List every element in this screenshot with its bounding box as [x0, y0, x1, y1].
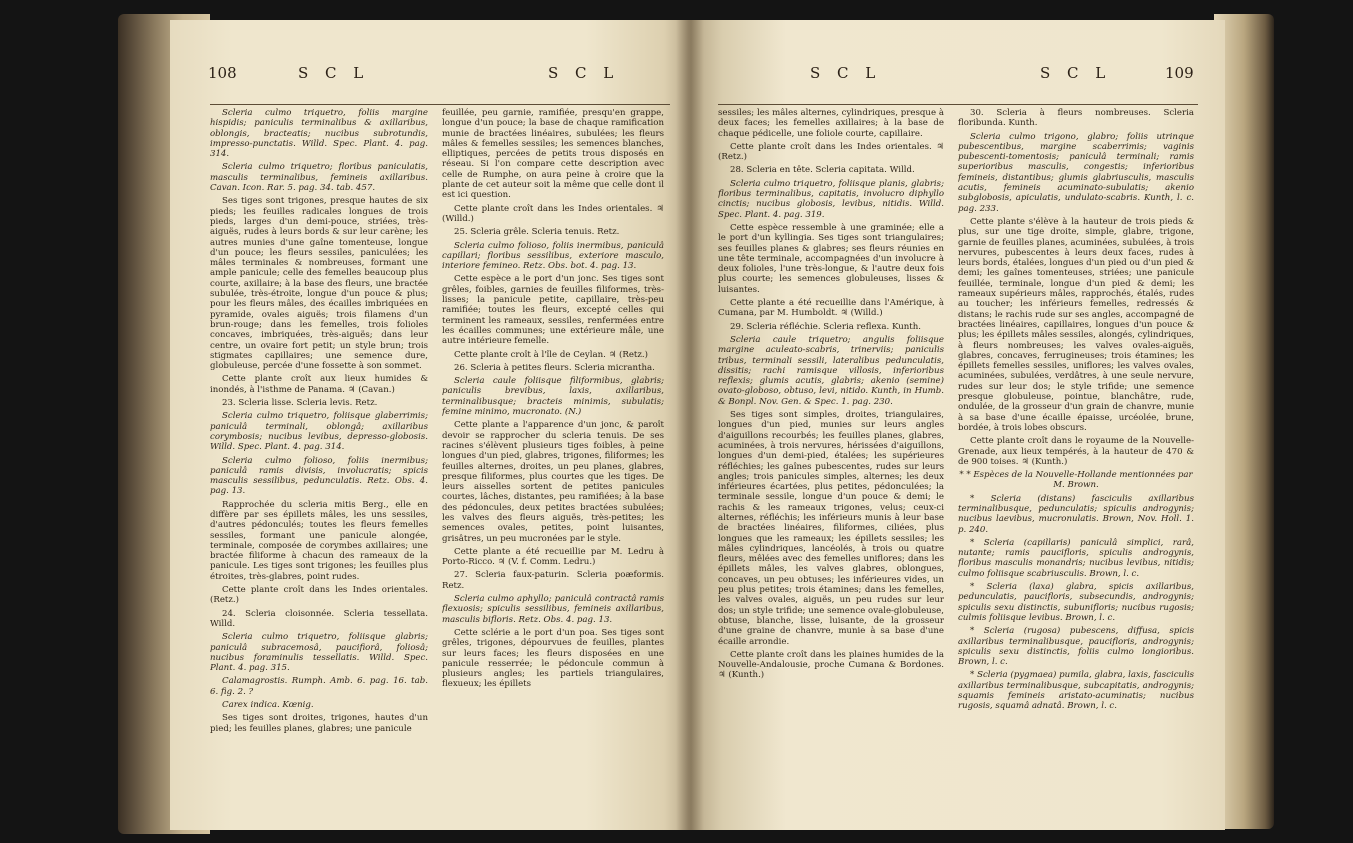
text-paragraph: Ses tiges sont droites, trigones, hautes d'un pied; les feuilles planes, glabres; une panicule [210, 713, 428, 734]
text-paragraph: Scleria culmo folioso, foliis inermibus, paniculâ capillari; floribus sessilibus, exteriore masculo, interiore femineo. Retz. Obs. bot. 4. pag. 13. [442, 240, 664, 272]
text-paragraph: Scleria culmo triquetro, foliisque glaberrimis; paniculâ terminali, oblongâ; axillaribus corymbosis; nucibus levibus, depresso-globosis. Willd. Spec. Plant. 4. pag. 314. [210, 411, 428, 453]
text-paragraph: Cette plante s'élève à la hauteur de trois pieds & plus, sur une tige droite, simple, glabre, trigone, garnie de feuilles planes, acuminées, subulées, à trois nervures, pubescentes à leurs deux faces, rudes à leurs bords, étalées, longues d'un pied ou d'un pied & demi; les gaînes tomenteuses, striées; une panicule feuillée, terminale, longue d'un pied & demi; les rameaux supérieurs mâles, rapprochés, étalés, rudes au toucher; les inférieurs femelles, redressés & distans; le rachis rude sur ses angles, accompagné de bractées linéaires, capillaires, longues d'un pouce & plus; les épillets mâles sessiles, alongés, cylindriques, à fleurs nombreuses; les valves ovales-aiguës, glabres, concaves, ferrugineuses; trois étamines; les épillets femelles sessiles, uniflores; les valves ovales, acuminées, subulées, verdâtres, à une seule nervure, rudes sur leur dos; le style trifide; une semence presque globuleuse, pointue, blanchâtre, rude, ondulée, de la grosseur d'un grain de chanvre, munie à sa base d'une écaille épaisse, urcéolée, brune, bordée, à trois lobes obscurs. [958, 216, 1194, 433]
text-paragraph: Cette plante a l'apparence d'un jonc, & paroît devoir se rapprocher du scleria tenuis. De ses racines s'élèvent plusieurs tiges foibles, à peine longues d'un pied, glabres, trigones, filiformes; les feuilles alternes, droites, un peu planes, glabres, presque filiformes, plus courtes que les tiges. De leurs aisselles sortent de petites panicules courtes, lâches, distantes, peu ramifiées; à la base des pédoncules, deux petites bractées subulées; les valves des fleurs aiguës, très-petites; les semences ovales, petites, point luisantes, grisâtres, un peu mucronées par le style. [442, 420, 664, 544]
right-page-column-2 [958, 108, 1194, 823]
running-head-left-1: S C L [298, 64, 370, 82]
text-paragraph: Scleria culmo triquetro, foliis margine hispidis; paniculis terminalibus & axillaribus, oblongis, bracteatis; nucibus subrotundis, impresso-punctatis. Willd. Spec. Plant. 4. pag. 314. [210, 108, 428, 160]
page-number-left: 108 [208, 64, 237, 82]
text-paragraph: * Scleria (pygmaea) pumila, glabra, laxis, fasciculis axillaribus terminalibusque, subcapitatis, androgynis; squamis femineis aristato-acuminatis; nucibus rugosis, squamâ adnatâ. Brown, l. c. [958, 670, 1194, 712]
text-paragraph: Scleria culmo triquetro, foliisque planis, glabris; floribus terminalibus, capitatis, involucro diphyllo cinctis; nucibus globosis, levibus, nitidis. Willd. Spec. Plant. 4. pag. 319. [718, 178, 944, 220]
left-page [170, 20, 690, 830]
left-page-column-2 [442, 108, 664, 823]
text-paragraph: Ses tiges sont trigones, presque hautes de six pieds; les feuilles radicales longues de trois pieds, larges d'un demi-pouce, striées, très-aiguës, rudes à leurs bords & sur leur carène; les autres munies d'une gaîne tomenteuse, longue d'un pouce; les fleurs sessiles, paniculées; les mâles terminales & nombreuses, formant une ample panicule; celle des femelles beaucoup plus courte, axillaire; à la base des fleurs, une bractée subulée, très-étroite, longue d'un pouce & plus; pour les fleurs mâles, des écailles imbriquées en pyramide, ovales aiguës; trois filamens d'un brun-rouge; dans les femelles, trois folioles concaves, imbriquées, très-aiguës; dans leur centre, un ovaire fort petit; un style brun; trois stigmates capillaires; une semence dure, globuleuse, percée d'une fossette à son sommet. [210, 196, 428, 372]
text-paragraph: Carex indica. Kœnig. [222, 700, 314, 711]
text-paragraph: 25. Scleria grêle. Scleria tenuis. Retz. [454, 227, 620, 238]
text-paragraph: 29. Scleria réfléchie. Scleria reflexa. Kunth. [730, 321, 922, 332]
text-paragraph: Rapprochée du scleria mitis Berg., elle en diffère par ses épillets mâles, les uns sessiles, d'autres pédonculés; toutes les fleurs femelles sessiles, formant une panicule alongée, terminale, composée de corymbes axillaires; une bractée filiforme à chacun des rameaux de la panicule. Les tiges sont trigones; les feuilles plus étroites, très-glabres, point rudes. [210, 499, 428, 582]
running-head-right-2: S C L [1040, 64, 1112, 82]
header-rule-left [210, 104, 670, 105]
text-paragraph: Scleria culmo triquetro; floribus paniculatis, masculis terminalibus, femineis axillaribus. Cavan. Icon. Rar. 5. pag. 34. tab. 457. [210, 162, 428, 194]
text-paragraph: Cette plante a été recueillie par M. Ledru à Porto-Ricco. ♃ (V. f. Comm. Ledru.) [442, 546, 664, 568]
text-paragraph: Cette plante croît aux lieux humides & inondés, à l'isthme de Panama. ♃ (Cavan.) [210, 374, 428, 395]
text-paragraph: sessiles; les mâles alternes, cylindriques, presque à deux faces; les femelles axillaires; à la base de chaque pédicelle, une foliole courte, capillaire. [718, 108, 944, 139]
page-number-right: 109 [1165, 64, 1194, 82]
text-paragraph: Scleria culmo triquetro, foliisque glabris; paniculâ subracemosâ, paucifiorâ, foliosâ; nucibus foraminulis tessellatis. Willd. Spec. Plant. 4. pag. 315. [210, 632, 428, 674]
text-paragraph: Cette plante a été recueillie dans l'Amérique, à Cumana, par M. Humboldt. ♃ (Willd.) [718, 298, 944, 319]
text-paragraph: Calamagrostis. Rumph. Amb. 6. pag. 16. tab. 6. fig. 2. ? [210, 676, 428, 697]
text-paragraph: feuillée, peu garnie, ramifiée, presqu'en grappe, longue d'un pouce; la base de chaque ramification munie de bractées linéaires, subulées; les fleurs mâles & femelles sessiles; les semences blanches, elliptiques, percées de petits trous disposés en réseau. Si l'on compare cette description avec celle de Rumphe, on aura peine à croire que la plante de cet auteur soit la même que celle dont il est ici question. [442, 108, 664, 201]
text-paragraph: * Scleria (capillaris) paniculâ simplici, rarâ, nutante; ramis paucifloris, spiculis androgynis, floribus masculis monandris; nucibus levibus, nitidis; culmo foliisque scabriusculis. Brown, l. c. [958, 537, 1194, 579]
text-paragraph: 27. Scleria faux-paturin. Scleria poæformis. Retz. [442, 570, 664, 591]
text-paragraph: 28. Scleria en tête. Scleria capitata. Willd. [730, 165, 915, 176]
text-paragraph: Cette plante croît dans les Indes orientales. ♃ (Willd.) [442, 203, 664, 224]
text-paragraph: 23. Scleria lisse. Scleria levis. Retz. [222, 398, 378, 409]
running-head-left-2: S C L [548, 64, 620, 82]
text-paragraph: Cette plante croît à l'île de Ceylan. ♃ (Retz.) [454, 349, 648, 360]
text-paragraph: Scleria culmo trigono, glabro; foliis utrinque pubescentibus, margine scaberrimis; vaginis pubescenti-tomentosis; paniculâ terminali; ramis superioribus masculis, congestis; inferioribus femineis, distantibus; glumis glabriusculis, masculis acutis, femineis acuminato-subulatis; akenio subglobosis, apiculatis, undulato-scabris. Kunth, l. c. pag. 233. [958, 131, 1194, 214]
text-paragraph: Cette plante croît dans le royaume de la Nouvelle-Grenade, aux lieux tempérés, à la hauteur de 470 & de 900 toises. ♃ (Kunth.) [958, 436, 1194, 467]
text-paragraph: 30. Scleria à fleurs nombreuses. Scleria floribunda. Kunth. [958, 108, 1194, 129]
left-page-column-1 [210, 108, 428, 823]
right-page-column-1 [718, 108, 944, 823]
text-paragraph: Scleria caule foliisque filiformibus, glabris; paniculis brevibus, laxis, axillaribus, terminalibusque; bracteis minimis, subulatis; femine minimo, mucronato. (N.) [442, 376, 664, 418]
text-paragraph: Cette sclérie a le port d'un poa. Ses tiges sont grêles, trigones, dépourvues de feuilles, plantes sur leurs faces; les fleurs disposées en une panicule resserrée; le pédoncule commun à plusieurs angles; les partiels triangulaires, flexueux; les épillets [442, 627, 664, 690]
text-paragraph: * Scleria (distans) fasciculis axillaribus terminalibusque, pedunculatis; spiculis androgynis; nucibus laevibus, mucronulatis. Brown, Nov. Holl. 1. p. 240. [958, 493, 1194, 535]
text-paragraph: Cette plante croît dans les plaines humides de la Nouvelle-Andalousie, proche Cumana & Bordones. ♃ (Kunth.) [718, 649, 944, 681]
header-rule-right [718, 104, 1198, 105]
text-paragraph: Cette plante croît dans les Indes orientales. (Retz.) [210, 585, 428, 606]
text-paragraph: 24. Scleria cloisonnée. Scleria tessellata. Willd. [210, 608, 428, 629]
text-paragraph: Scleria caule triquetro; angulis foliisque margine aculeato-scabris, trinerviis; paniculis tribus, terminali sessili, lateralibus pedunculatis, dissitis; rachi ramisque villosis, inferioribus reflexis; glumis acutis, glabris; akenio (semine) ovato-globoso, obtuso, levi, nitido. Kunth, in Humb. & Bonpl. Nov. Gen. & Spec. 1. pag. 230. [718, 334, 944, 407]
text-paragraph: * Scleria (laxa) glabra, spicis axillaribus, pedunculatis, paucifloris, subsecundis, androgynis; spiculis sexu distinctis, subunifloris; nucibus rugosis; culmis foliisque levibus. Brown, l. c. [958, 582, 1194, 623]
text-paragraph: * Scleria (rugosa) pubescens, diffusa, spicis axillaribus terminalibusque, paucifloris, androgynis; spiculis sexu distinctis, foliis culmo longioribus. Brown, l. c. [958, 626, 1194, 668]
text-paragraph: Cette plante croît dans les Indes orientales. ♃ (Retz.) [718, 141, 944, 163]
text-paragraph: Ses tiges sont simples, droites, triangulaires, longues d'un pied, munies sur leurs angles d'aiguillons recourbés; les feuilles planes, glabres, acuminées, à trois nervures, hérissées d'aiguillons, longues d'un demi-pied, étalées; les supérieures réfléchies; les gaînes pubescentes, rudes sur leurs angles; trois panicules simples, alternes; les deux inférieures écartées, plus petites, pédonculées; la terminale sessile, longue d'un pouce & demi; le rachis & les rameaux trigones, velus; ceux-ci alternes, réfléchis; les inférieurs munis à leur base de bractées linéaires, filiformes, ciliées, plus longues que les rameaux; les épillets sessiles; les mâles cylindriques, lancéolés, à trois ou quatre fleurs, mêlées avec des femelles uniflores; dans les épillets mâles, les valves glabres, oblongues, concaves, un peu obtuses; les inférieures vides, un peu plus petites; trois étamines; dans les femelles, les valves ovales, aiguës, un peu rudes sur leur dos; un style trifide; une semence ovale-globuleuse, obtuse, blanche, lisse, luisante, de la grosseur d'une graine de chanvre, munie à sa base d'une écaille arrondie. [718, 410, 944, 647]
text-paragraph: Cette espèce a le port d'un jonc. Ses tiges sont grêles, foibles, garnies de feuilles filiformes, très-lisses; la panicule petite, capillaire, très-peu ramifiée; toutes les fleurs, excepté celles qui terminent les rameaux, sessiles, renfermées entre les écailles communes; une extérieure mâle, une autre intérieure femelle. [442, 274, 664, 347]
text-paragraph: Scleria culmo folioso, foliis inermibus; paniculâ ramis divisis, involucratis; spicis masculis sessilibus, pedunculatis. Retz. Obs. 4. pag. 13. [210, 455, 428, 497]
text-paragraph: 26. Scleria à petites fleurs. Scleria micrantha. [454, 362, 655, 373]
running-head-right-1: S C L [810, 64, 882, 82]
right-page [690, 20, 1225, 830]
text-paragraph: * * Espèces de la Nouvelle-Hollande mentionnées par M. Brown. [959, 470, 1193, 491]
text-paragraph: Cette espèce ressemble à une graminée; elle a le port d'un kyllingia. Ses tiges sont triangulaires; ses feuilles planes & glabres; ses fleurs réunies en une tête terminale, accompagnées d'un involucre à deux folioles, l'une très-longue, & l'autre deux fois plus courte; les semences globuleuses, lisses & luisantes. [718, 222, 944, 295]
text-paragraph: Scleria culmo aphyllo; paniculâ contractâ ramis flexuosis; spiculis sessilibus, femineis axillaribus, masculis bifloris. Retz. Obs. 4. pag. 13. [442, 594, 664, 625]
